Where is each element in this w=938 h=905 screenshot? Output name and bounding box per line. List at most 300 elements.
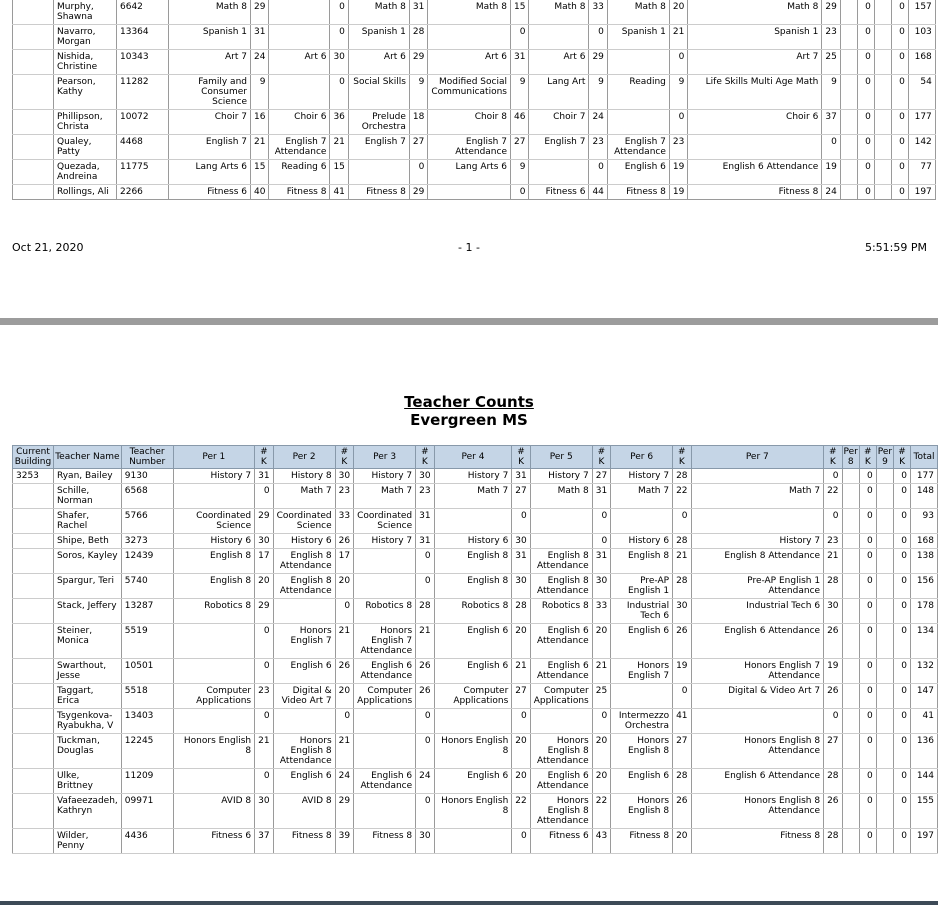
count-cell: 43 [592, 829, 610, 854]
count-cell: 0 [330, 75, 348, 110]
course-cell: English 8 Attendance [691, 549, 824, 574]
table-row [13, 709, 938, 734]
count-cell: 23 [669, 135, 687, 160]
course-cell [354, 794, 416, 829]
course-cell: Industrial Tech 6 [611, 599, 673, 624]
header-per3: Per 3 [354, 446, 416, 469]
course-cell [273, 709, 335, 734]
count-cell: 18 [409, 110, 427, 135]
total-cell: 77 [908, 160, 935, 185]
per9-count-cell: 0 [894, 794, 911, 829]
count-cell: 0 [512, 829, 530, 854]
current-building-cell [13, 684, 54, 709]
footer-time: 5:51:59 PM [864, 241, 927, 254]
course-cell: Fitness 8 [273, 829, 335, 854]
current-building-cell [13, 0, 54, 25]
count-cell: 29 [255, 509, 273, 534]
teacher-name-cell: Quezada, Andreina [54, 160, 117, 185]
current-building-cell [13, 624, 54, 659]
current-building-cell [13, 135, 54, 160]
teacher-name-cell: Phillipson, Christa [54, 110, 117, 135]
teacher-name-cell: Tuckman, Douglas [53, 734, 121, 769]
count-cell: 20 [255, 574, 273, 599]
course-cell: Honors English 8 [434, 794, 512, 829]
count-cell: 19 [822, 160, 840, 185]
total-cell: 168 [908, 50, 935, 75]
count-cell: 0 [673, 684, 691, 709]
per8-count-cell: 0 [859, 534, 876, 549]
per8-cell [840, 185, 857, 200]
per9-cell [874, 160, 891, 185]
report-title [0, 393, 938, 429]
count-cell: 9 [669, 75, 687, 110]
count-cell: 33 [589, 0, 607, 25]
total-cell: 168 [911, 534, 938, 549]
course-cell [530, 534, 592, 549]
header-per1: Per 1 [173, 446, 255, 469]
count-cell: 0 [512, 709, 530, 734]
course-cell: Digital & Video Art 7 [691, 684, 824, 709]
per8-cell [842, 709, 859, 734]
per8-count-cell: 0 [859, 734, 876, 769]
report-table-page-2 [12, 445, 938, 854]
course-cell: Choir 8 [428, 110, 511, 135]
header-per2: Per 2 [273, 446, 335, 469]
count-cell: 29 [251, 0, 269, 25]
course-cell: English 7 [169, 135, 251, 160]
course-cell [611, 684, 673, 709]
teacher-number-cell: 11209 [121, 769, 173, 794]
per8-cell [842, 659, 859, 684]
course-cell: History 7 [173, 469, 255, 484]
course-cell: English 6 [607, 160, 669, 185]
course-cell: Spanish 1 [607, 25, 669, 50]
course-cell: History 7 [611, 469, 673, 484]
table-row [13, 574, 938, 599]
count-cell: 30 [255, 534, 273, 549]
count-cell: 9 [589, 75, 607, 110]
course-cell: English 6 Attendance [354, 659, 416, 684]
count-cell: 26 [673, 794, 691, 829]
count-cell: 22 [824, 484, 842, 509]
course-cell: AVID 8 [273, 794, 335, 829]
table-row [13, 624, 938, 659]
course-cell: Computer Applications [434, 684, 512, 709]
course-cell: History 7 [530, 469, 592, 484]
count-cell: 29 [409, 185, 427, 200]
count-cell: 30 [255, 794, 273, 829]
course-cell: English 6 [434, 624, 512, 659]
course-cell [173, 484, 255, 509]
course-cell [691, 509, 824, 534]
count-cell: 26 [335, 534, 353, 549]
per8-cell [840, 160, 857, 185]
course-cell [434, 829, 512, 854]
current-building-cell: 3253 [13, 469, 54, 484]
course-cell: Honors English 8 Attendance [530, 794, 592, 829]
course-cell: History 7 [354, 534, 416, 549]
course-cell: Intermezzo Orchestra [611, 709, 673, 734]
teacher-number-cell: 12439 [121, 549, 173, 574]
count-cell: 16 [251, 110, 269, 135]
report-title-text: Teacher Counts [404, 393, 534, 411]
current-building-cell [13, 794, 54, 829]
course-cell: English 6 Attendance [691, 624, 824, 659]
count-cell: 23 [822, 25, 840, 50]
teacher-number-cell: 2266 [117, 185, 169, 200]
per8-cell [842, 829, 859, 854]
count-cell: 19 [669, 185, 687, 200]
teacher-number-cell: 4436 [121, 829, 173, 854]
count-cell: 25 [822, 50, 840, 75]
count-cell: 0 [510, 185, 528, 200]
per8-cell [842, 534, 859, 549]
per8-cell [842, 624, 859, 659]
per9-cell [876, 709, 893, 734]
per8-count-cell: 0 [857, 160, 874, 185]
count-cell: 0 [669, 110, 687, 135]
count-cell: 0 [824, 709, 842, 734]
count-cell: 26 [824, 794, 842, 829]
per8-cell [842, 469, 859, 484]
teacher-name-cell: Steiner, Monica [53, 624, 121, 659]
current-building-cell [13, 734, 54, 769]
course-cell: Art 7 [688, 50, 822, 75]
course-cell: Math 8 [348, 0, 409, 25]
total-cell: 197 [911, 829, 938, 854]
report-table-page-1 [12, 0, 936, 200]
course-cell: English 8 Attendance [530, 549, 592, 574]
header-per6: Per 6 [611, 446, 673, 469]
course-cell: Reading 6 [269, 160, 330, 185]
count-cell: 27 [592, 469, 610, 484]
course-cell: Spanish 1 [348, 25, 409, 50]
course-cell: Computer Applications [530, 684, 592, 709]
teacher-name-cell: Spargur, Teri [53, 574, 121, 599]
course-cell [273, 599, 335, 624]
count-cell: 9 [251, 75, 269, 110]
course-cell: Computer Applications [354, 684, 416, 709]
course-cell: Fitness 6 [173, 829, 255, 854]
teacher-name-cell: Taggart, Erica [53, 684, 121, 709]
table-row [13, 469, 938, 484]
course-cell: Fitness 6 [169, 185, 251, 200]
count-cell: 20 [512, 624, 530, 659]
table-row [13, 110, 936, 135]
course-cell: Art 6 [348, 50, 409, 75]
teacher-name-cell: Schille, Norman [53, 484, 121, 509]
count-cell: 20 [592, 734, 610, 769]
teacher-number-cell: 13287 [121, 599, 173, 624]
total-cell: 177 [908, 110, 935, 135]
table-row [13, 50, 936, 75]
footer-date: Oct 21, 2020 [12, 241, 84, 254]
count-cell: 0 [592, 509, 610, 534]
teacher-name-cell: Rollings, Ali [54, 185, 117, 200]
course-cell: Social Skills [348, 75, 409, 110]
per9-cell [874, 185, 891, 200]
table-row [13, 75, 936, 110]
table-row [13, 160, 936, 185]
per9-count-cell: 0 [894, 509, 911, 534]
per9-count-cell: 0 [891, 75, 908, 110]
per8-count-cell: 0 [857, 75, 874, 110]
count-cell: 20 [592, 769, 610, 794]
count-cell: 46 [510, 110, 528, 135]
course-cell: Math 7 [611, 484, 673, 509]
count-cell: 23 [416, 484, 434, 509]
course-cell: English 8 [173, 549, 255, 574]
per9-cell [876, 769, 893, 794]
count-cell: 23 [255, 684, 273, 709]
count-cell: 0 [255, 624, 273, 659]
per8-cell [840, 135, 857, 160]
course-cell: Honors English 8 [434, 734, 512, 769]
course-cell: Honors English 8 Attendance [691, 794, 824, 829]
count-cell: 0 [589, 160, 607, 185]
per8-cell [842, 599, 859, 624]
count-cell: 31 [416, 534, 434, 549]
count-cell: 40 [251, 185, 269, 200]
course-cell: Math 7 [354, 484, 416, 509]
current-building-cell [13, 509, 54, 534]
total-cell: 93 [911, 509, 938, 534]
course-cell: Life Skills Multi Age Math [688, 75, 822, 110]
count-cell: 28 [673, 534, 691, 549]
per8-cell [840, 50, 857, 75]
per9-cell [876, 549, 893, 574]
current-building-cell [13, 709, 54, 734]
course-cell: History 7 [354, 469, 416, 484]
header-count-k: # K [824, 446, 842, 469]
table-row [13, 659, 938, 684]
count-cell: 0 [255, 769, 273, 794]
current-building-cell [13, 185, 54, 200]
course-cell: Robotics 8 [173, 599, 255, 624]
teacher-number-cell: 6642 [117, 0, 169, 25]
count-cell: 0 [255, 484, 273, 509]
teacher-number-cell: 5518 [121, 684, 173, 709]
count-cell: 19 [824, 659, 842, 684]
count-cell: 29 [335, 794, 353, 829]
table-row [13, 484, 938, 509]
per9-count-cell: 0 [891, 185, 908, 200]
count-cell: 0 [416, 549, 434, 574]
total-cell: 134 [911, 624, 938, 659]
total-cell: 178 [911, 599, 938, 624]
count-cell: 9 [510, 75, 528, 110]
per9-cell [876, 624, 893, 659]
course-cell: Math 7 [691, 484, 824, 509]
teacher-name-cell: Qualey, Patty [54, 135, 117, 160]
teacher-name-cell: Ryan, Bailey [53, 469, 121, 484]
count-cell: 31 [409, 0, 427, 25]
course-cell: Fitness 6 [529, 185, 589, 200]
count-cell: 30 [592, 574, 610, 599]
course-cell [607, 50, 669, 75]
per8-cell [842, 769, 859, 794]
course-cell: Digital & Video Art 7 [273, 684, 335, 709]
per8-count-cell: 0 [859, 624, 876, 659]
course-cell: English 8 [173, 574, 255, 599]
course-cell: English 7 [348, 135, 409, 160]
count-cell: 31 [255, 469, 273, 484]
count-cell: 30 [330, 50, 348, 75]
per9-count-cell: 0 [894, 829, 911, 854]
course-cell: Math 8 [529, 0, 589, 25]
total-cell: 132 [911, 659, 938, 684]
count-cell: 20 [512, 769, 530, 794]
per9-count-cell: 0 [891, 135, 908, 160]
course-cell: Computer Applications [173, 684, 255, 709]
course-cell: Choir 7 [529, 110, 589, 135]
course-cell: Art 6 [529, 50, 589, 75]
course-cell: Honors English 7 Attendance [354, 624, 416, 659]
per8-cell [842, 509, 859, 534]
course-cell: Robotics 8 [530, 599, 592, 624]
teacher-number-cell: 09971 [121, 794, 173, 829]
count-cell: 0 [669, 50, 687, 75]
header-per7: Per 7 [691, 446, 824, 469]
total-cell: 142 [908, 135, 935, 160]
count-cell: 21 [592, 659, 610, 684]
per8-count-cell: 0 [857, 135, 874, 160]
course-cell: Pre-AP English 1 Attendance [691, 574, 824, 599]
per9-count-cell: 0 [894, 574, 911, 599]
current-building-cell [13, 160, 54, 185]
count-cell: 41 [330, 185, 348, 200]
per8-count-cell: 0 [859, 549, 876, 574]
per9-cell [876, 734, 893, 769]
teacher-number-cell: 3273 [121, 534, 173, 549]
teacher-number-cell: 5740 [121, 574, 173, 599]
per8-cell [842, 734, 859, 769]
header-count-k: # K [859, 446, 876, 469]
per9-cell [876, 484, 893, 509]
count-cell: 26 [673, 624, 691, 659]
per8-count-cell: 0 [857, 0, 874, 25]
course-cell: Art 6 [428, 50, 511, 75]
table-row [13, 534, 938, 549]
count-cell: 30 [512, 574, 530, 599]
course-cell [428, 25, 511, 50]
count-cell: 0 [512, 509, 530, 534]
count-cell: 30 [512, 534, 530, 549]
per9-count-cell: 0 [891, 160, 908, 185]
course-cell: English 6 Attendance [530, 624, 592, 659]
course-cell: English 6 [611, 624, 673, 659]
per9-cell [874, 135, 891, 160]
table-row [13, 734, 938, 769]
count-cell: 0 [416, 734, 434, 769]
table-row [13, 185, 936, 200]
count-cell: 30 [335, 469, 353, 484]
count-cell: 20 [335, 684, 353, 709]
count-cell: 21 [335, 624, 353, 659]
per8-cell [842, 549, 859, 574]
count-cell: 29 [255, 599, 273, 624]
teacher-number-cell: 11282 [117, 75, 169, 110]
course-cell: Math 7 [434, 484, 512, 509]
count-cell: 31 [512, 469, 530, 484]
table-row [13, 599, 938, 624]
course-cell: Spanish 1 [688, 25, 822, 50]
course-cell: English 6 Attendance [530, 659, 592, 684]
per8-count-cell: 0 [859, 599, 876, 624]
per8-count-cell: 0 [859, 659, 876, 684]
count-cell: 0 [824, 509, 842, 534]
count-cell: 19 [673, 659, 691, 684]
course-cell [607, 110, 669, 135]
teacher-name-cell: Ulke, Brittney [53, 769, 121, 794]
teacher-number-cell: 5766 [121, 509, 173, 534]
per9-cell [876, 829, 893, 854]
per8-count-cell: 0 [859, 484, 876, 509]
teacher-name-cell: Vafaeezadeh, Kathryn [53, 794, 121, 829]
count-cell: 0 [255, 659, 273, 684]
count-cell: 23 [589, 135, 607, 160]
course-cell: History 6 [611, 534, 673, 549]
count-cell: 21 [824, 549, 842, 574]
course-cell [354, 709, 416, 734]
count-cell: 0 [592, 709, 610, 734]
per9-cell [876, 574, 893, 599]
count-cell: 28 [409, 25, 427, 50]
current-building-cell [13, 534, 54, 549]
current-building-cell [13, 659, 54, 684]
course-cell: Math 8 [428, 0, 511, 25]
teacher-name-cell: Murphy, Shawna [54, 0, 117, 25]
course-cell: Fitness 8 [688, 185, 822, 200]
count-cell: 17 [335, 549, 353, 574]
per8-count-cell: 0 [857, 25, 874, 50]
total-cell: 103 [908, 25, 935, 50]
header-per8: Per 8 [843, 447, 858, 467]
count-cell: 28 [512, 599, 530, 624]
per8-cell [842, 484, 859, 509]
per8-count-cell: 0 [859, 574, 876, 599]
course-cell: Math 8 [688, 0, 822, 25]
current-building-cell [13, 75, 54, 110]
course-cell: English 6 [434, 769, 512, 794]
course-cell [530, 509, 592, 534]
teacher-number-cell: 12245 [121, 734, 173, 769]
course-cell [173, 624, 255, 659]
count-cell: 37 [822, 110, 840, 135]
teacher-name-cell: Nishida, Christine [54, 50, 117, 75]
count-cell: 28 [416, 599, 434, 624]
per9-count-cell: 0 [894, 769, 911, 794]
course-cell [354, 574, 416, 599]
teacher-number-cell: 5519 [121, 624, 173, 659]
count-cell: 19 [669, 160, 687, 185]
total-cell: 147 [911, 684, 938, 709]
table-header-row [13, 446, 938, 469]
course-cell: English 7 [529, 135, 589, 160]
course-cell: Math 8 [169, 0, 251, 25]
count-cell: 23 [824, 534, 842, 549]
count-cell: 0 [416, 709, 434, 734]
header-count-k: # K [255, 446, 273, 469]
count-cell: 36 [330, 110, 348, 135]
course-cell: Honors English 8 Attendance [691, 734, 824, 769]
course-cell: Industrial Tech 6 [691, 599, 824, 624]
count-cell: 29 [822, 0, 840, 25]
course-cell: Honors English 7 Attendance [691, 659, 824, 684]
count-cell: 9 [822, 75, 840, 110]
course-cell: Reading [607, 75, 669, 110]
course-cell: Choir 6 [688, 110, 822, 135]
